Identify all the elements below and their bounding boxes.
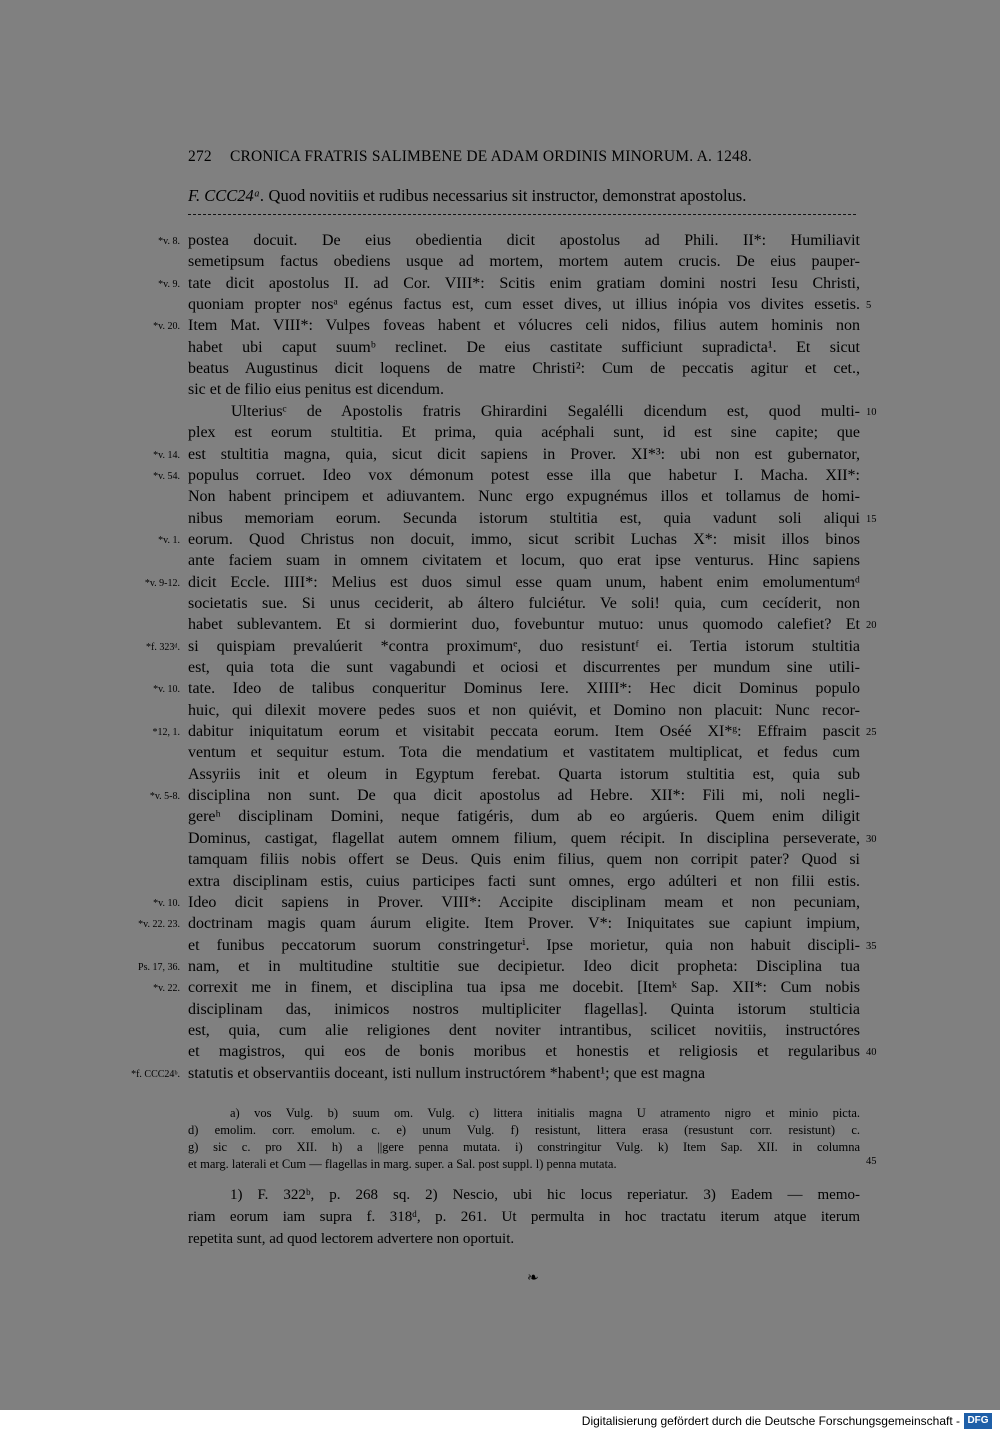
line-number: 5 bbox=[866, 300, 872, 311]
margin-reference: *12, 1. bbox=[152, 727, 180, 738]
margin-reference: *v. 5-8. bbox=[149, 791, 180, 802]
line-number: 25 bbox=[866, 727, 877, 738]
text-line: et magistros, qui eos de bonis moribus et honestis et religiosis et regularibus bbox=[188, 1043, 860, 1060]
text-line: correxit me in finem, et disciplina tua ipsa me docebit. [Itemᵏ Sap. XII*: Cum nobis bbox=[188, 979, 860, 996]
margin-reference bbox=[0, 593, 180, 615]
margin-reference: *v. 20. bbox=[153, 321, 180, 332]
section-heading-text: Quod novitiis et rudibus necessarius sit instructor, demonstrat apostolus. bbox=[268, 186, 747, 205]
text-line: nam, et in multitudine stultitie sue decipietur. Ideo dicit propheta: Disciplina tua bbox=[188, 958, 860, 975]
folio-reference: F. CCC24ᵃ. bbox=[188, 186, 265, 205]
margin-reference: *v. 14. bbox=[153, 450, 180, 461]
text-line: est stultitia magna, quia, sicut dicit sapiens in Prover. XI*³: ubi non est gubernator, bbox=[188, 446, 860, 463]
footnote-line: 1) F. 322ᵇ, p. 268 sq. 2) Nescio, ubi hic locus reperiatur. 3) Eadem — memo- bbox=[230, 1187, 860, 1203]
margin-reference bbox=[0, 657, 180, 679]
margin-reference bbox=[0, 764, 180, 786]
dfg-logo: DFG bbox=[964, 1413, 992, 1429]
text-line: nibus memoriam eorum. Secunda istorum stultitia est, quia vadunt soli aliqui bbox=[188, 510, 860, 527]
text-line: dicit Eccle. IIII*: Melius est duos simul esse quam unum, habent enim emolumentumᵈ bbox=[188, 574, 860, 591]
line-number: 45 bbox=[866, 1156, 877, 1167]
margin-reference bbox=[0, 294, 180, 316]
margin-reference bbox=[0, 251, 180, 273]
text-line: Item Mat. VIII*: Vulpes foveas habent et vólucres celi nidos, filius autem hominis non bbox=[188, 317, 860, 334]
text-line: huic, qui dilexit movere pedes suos et non quiévit, et Domino non placuit: Nunc recor- bbox=[188, 702, 860, 719]
apparatus-line: g) sic c. pro XII. h) a ||gere penna mutata. i) constringitur Vulg. k) Item Sap. XII. in columna bbox=[188, 1140, 860, 1154]
line-number: 35 bbox=[866, 941, 877, 952]
running-title: CRONICA FRATRIS SALIMBENE DE ADAM ORDINIS MINORUM. A. 1248. bbox=[229, 148, 752, 165]
running-header bbox=[188, 148, 868, 166]
margin-reference bbox=[0, 700, 180, 722]
margin-reference bbox=[0, 828, 180, 850]
margin-reference: *f. 323ᵈ. bbox=[146, 642, 180, 653]
margin-reference: *v. 10. bbox=[153, 898, 180, 909]
page-number: 272 bbox=[188, 148, 212, 165]
margin-reference: *v. 22. 23. bbox=[138, 919, 180, 930]
line-number: 20 bbox=[866, 620, 877, 631]
text-line: tate. Ideo de talibus conqueritur Dominus Iere. XIIII*: Hec dicit Dominus populo bbox=[188, 680, 860, 697]
section-heading bbox=[188, 186, 868, 206]
text-line: Assyriis init et oleum in Egyptum ferebat. Quarta istorum stultitia est, quia sub bbox=[188, 766, 860, 783]
text-line: tamquam filiis nobis offert se Deus. Quis enim filius, quem non corripit pater? Quod si bbox=[188, 851, 860, 868]
margin-reference bbox=[0, 550, 180, 572]
text-line: disciplina non sunt. De qua dicit apostolus ad Hebre. XII*: Fili mi, noli negli- bbox=[188, 787, 860, 804]
margin-reference: *v. 1. bbox=[158, 535, 180, 546]
text-line: plex est eorum stultitia. Et prima, quia acéphali sunt, id est sine capite; que bbox=[188, 424, 860, 441]
text-line: gereʰ disciplinam Domini, neque fatigéris, dum ab eo argúeris. Quem enim diligit bbox=[188, 808, 860, 825]
text-line: postea docuit. De eius obedientia dicit apostolus ad Phili. II*: Humiliavit bbox=[188, 232, 860, 249]
margin-reference bbox=[0, 486, 180, 508]
margin-reference bbox=[0, 935, 180, 957]
apparatus-line: d) emolim. corr. emolum. c. e) unum Vulg. f) resistunt, littera erasa (resustunt corr. resistunt) c. bbox=[188, 1123, 860, 1137]
line-number: 10 bbox=[866, 407, 877, 418]
margin-reference bbox=[0, 614, 180, 636]
text-line: societatis sue. Si unus ceciderit, ab áltero fulciétur. Ve soli! quia, cum cecíderit, non bbox=[188, 595, 860, 612]
text-line: ventum et sequitur estum. Tota die mendatium et vastitatem multiplicat, et fedus cum bbox=[188, 744, 860, 761]
margin-reference bbox=[0, 358, 180, 380]
text-line: disciplinam das, inimicos nostros multipliciter flagellas]. Quinta istorum stulticia bbox=[188, 1001, 860, 1018]
line-number: 40 bbox=[866, 1047, 877, 1058]
text-line: est, quia tota die sunt vagabundi et ociosi et discurrentes per mundum sine utili- bbox=[188, 659, 860, 676]
margin-reference: Ps. 17, 36. bbox=[138, 962, 180, 973]
margin-reference: *v. 9-12. bbox=[144, 578, 180, 589]
margin-reference bbox=[0, 999, 180, 1021]
text-line: si quispiam prevalúerit *contra proximumᵉ, duo resistuntᶠ ei. Tertia istorum stultitia bbox=[188, 638, 860, 655]
footnote-line: riam eorum iam supra f. 318ᵈ, p. 261. Ut permulta in hoc tractatu iterum atque iterum bbox=[188, 1209, 860, 1225]
text-line: beatus Augustinus dicit loquens de matre Christi²: Cum de peccatis agitur et cet., bbox=[188, 360, 860, 377]
text-line: semetipsum factus obediens usque ad mortem, mortem autem crucis. De eius pauper- bbox=[188, 253, 860, 270]
footer-bar bbox=[0, 1410, 1000, 1434]
line-number: 15 bbox=[866, 514, 877, 525]
text-line: tate dicit apostolus II. ad Cor. VIII*: Scitis enim gratiam domini nostri Iesu Christi, bbox=[188, 275, 860, 292]
margin-reference bbox=[0, 337, 180, 359]
text-line: extra disciplinam estis, cuius participes facti sunt omnes, ergo adúlteri et non filii estis. bbox=[188, 873, 860, 890]
header-divider bbox=[188, 214, 856, 215]
text-line: habet ubi caput suumᵇ reclinet. De eius castitate sufficiunt supradicta¹. Et sicut bbox=[188, 339, 860, 356]
apparatus-line: a) vos Vulg. b) suum om. Vulg. c) littera initialis magna U atramento nigro et minio picta. bbox=[230, 1106, 860, 1120]
text-line: eorum. Quod Christus non docuit, immo, sicut scribit Luchas X*: misit illos binos bbox=[188, 531, 860, 548]
text-line: habet sublevantem. Et si dormierint duo, fovebuntur mutuo: unus quomodo calefiet? Et bbox=[188, 616, 860, 633]
funding-notice: Digitalisierung gefördert durch die Deutsche Forschungsgemeinschaft - bbox=[581, 1414, 960, 1428]
margin-reference: *v. 54. bbox=[153, 471, 180, 482]
text-line: sic et de filio eius penitus est dicendum. bbox=[188, 381, 444, 398]
text-line: et funibus peccatorum suorum constringeturⁱ. Ipse morietur, quia non habuit discipli- bbox=[188, 937, 860, 954]
margin-reference bbox=[0, 379, 180, 401]
text-line: Dominus, castigat, flagellat autem omnem filium, quem récipit. In disciplina perseverate, bbox=[188, 830, 860, 847]
end-ornament: ❧ bbox=[527, 1271, 539, 1286]
line-number: 30 bbox=[866, 834, 877, 845]
apparatus-line: et marg. laterali et Cum — flagellas in marg. super. a Sal. post suppl. l) penna mutata. bbox=[188, 1157, 617, 1171]
text-line: dabitur iniquitatum eorum et visitabit peccata eorum. Item Oséé XI*ᵍ: Effraim pascit bbox=[188, 723, 860, 740]
text-line: quoniam propter nosᵃ egénus factus est, cum esset dives, ut illius inópia vos divites essetis. bbox=[188, 296, 860, 313]
text-line: statutis et observantiis doceant, isti nullum instructórem *habent¹; que est magna bbox=[188, 1065, 706, 1082]
text-line: est, quia, cum alie religiones dent noviter intrantibus, scilicet novitiis, instructóres bbox=[188, 1022, 860, 1039]
margin-reference: *v. 8. bbox=[158, 236, 180, 247]
text-line: doctrinam magis quam áurum eligite. Item Prover. V*: Iniquitates sue capiunt impium, bbox=[188, 915, 860, 932]
margin-reference: *v. 9. bbox=[158, 279, 180, 290]
text-line: Ulteriusᶜ de Apostolis fratris Ghirardini Segalélli dicendum est, quod multi- bbox=[231, 403, 860, 420]
margin-reference bbox=[0, 871, 180, 893]
footnote-line: repetita sunt, ad quod lectorem advertere non oportuit. bbox=[188, 1231, 515, 1247]
margin-reference bbox=[0, 1041, 180, 1063]
margin-reference: *v. 22. bbox=[153, 983, 180, 994]
margin-reference: *v. 10. bbox=[153, 684, 180, 695]
margin-reference bbox=[0, 806, 180, 828]
margin-reference bbox=[0, 849, 180, 871]
text-line: Ideo dicit sapiens in Prover. VIII*: Accipite disciplinam meam et non pecuniam, bbox=[188, 894, 860, 911]
text-line: populus corruet. Ideo vox démonum potest esse illa que habetur I. Macha. XII*: bbox=[188, 467, 860, 484]
margin-reference bbox=[0, 742, 180, 764]
margin-reference bbox=[0, 1020, 180, 1042]
margin-reference: *f. CCC24ᵇ. bbox=[131, 1069, 180, 1080]
margin-reference bbox=[0, 422, 180, 444]
margin-reference bbox=[0, 508, 180, 530]
text-line: Non habent principem et adiuvantem. Nunc ergo expugnémus illos et tollamus de homi- bbox=[188, 488, 860, 505]
margin-reference bbox=[0, 401, 180, 423]
text-line: ante faciem suam in omnem civitatem et locum, quo erat ipse venturus. Hinc sapiens bbox=[188, 552, 860, 569]
